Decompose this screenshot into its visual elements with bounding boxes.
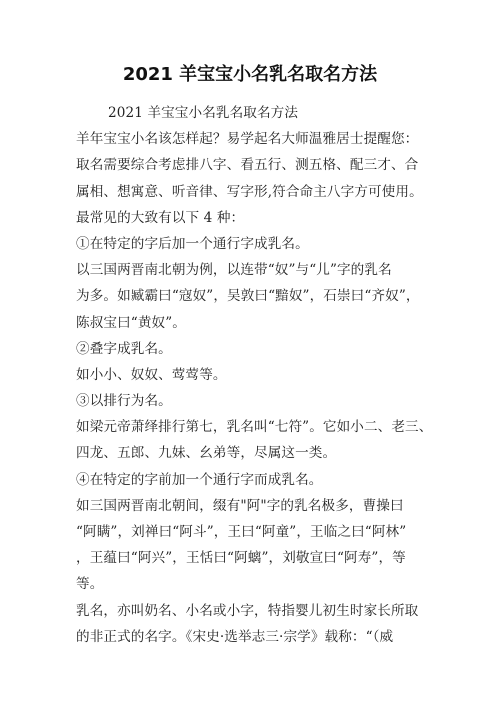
paragraph-line: 四龙、五郎、九妹、幺弟等，尽属这一类。	[76, 445, 337, 462]
paragraph-line: 2021 羊宝宝小名乳名取名方法	[108, 105, 299, 121]
paragraph-line: 如梁元帝萧绎排行第七，乳名叫“七符”。它如小二、老三、	[76, 419, 433, 436]
paragraph-line: 属相、想寓意、听音律、写字形,符合命主八字方可使用。	[76, 183, 423, 200]
paragraph-line: 为多。如臧霸曰“寇奴”，吴敦曰“黯奴”，石崇曰“齐奴”，	[76, 288, 420, 305]
paragraph-line: 如小小、奴奴、莺莺等。	[76, 366, 227, 383]
paragraph-line: ②叠字成乳名。	[76, 340, 172, 357]
paragraph-line: 羊年宝宝小名该怎样起？易学起名大师温雅居士提醒您：	[76, 131, 419, 148]
paragraph-line: 乳名，亦叫奶名、小名或小字，特指婴儿初生时家长所取	[76, 602, 419, 619]
paragraph-line: 以三国两晋南北朝为例，以连带“奴”与“儿”字的乳名	[76, 262, 392, 279]
paragraph-line: ，王蕴曰“阿兴”，王恬曰“阿螭”，刘敬宣曰“阿寿”，等	[76, 550, 406, 567]
paragraph-line: ①在特定的字后加一个通行字成乳名。	[76, 235, 309, 252]
paragraph-line: “阿瞒”，刘禅曰“阿斗”，王曰“阿童”，王临之曰“阿林”	[76, 524, 407, 540]
paragraph-line: 的非正式的名字。《宋史·选举志三·宗学》载称：“（威	[76, 628, 394, 645]
paragraph-line: 陈叔宝曰“黄奴”。	[76, 314, 186, 331]
paragraph-line: ③以排行为名。	[76, 393, 172, 410]
page-title: 2021 羊宝宝小名乳名取名方法	[122, 64, 378, 85]
paragraph-line: 取名需要综合考虑排八字、看五行、测五格、配三才、合	[76, 157, 419, 174]
paragraph-line: 最常见的大致有以下 4 种：	[76, 209, 245, 226]
paragraph-line: 如三国两晋南北朝间，缀有"阿"字的乳名极多，曹操曰	[76, 497, 404, 514]
document-body	[76, 100, 436, 650]
paragraph-line: ④在特定的字前加一个通行字而成乳名。	[76, 471, 323, 488]
paragraph-line: 等。	[76, 576, 104, 593]
